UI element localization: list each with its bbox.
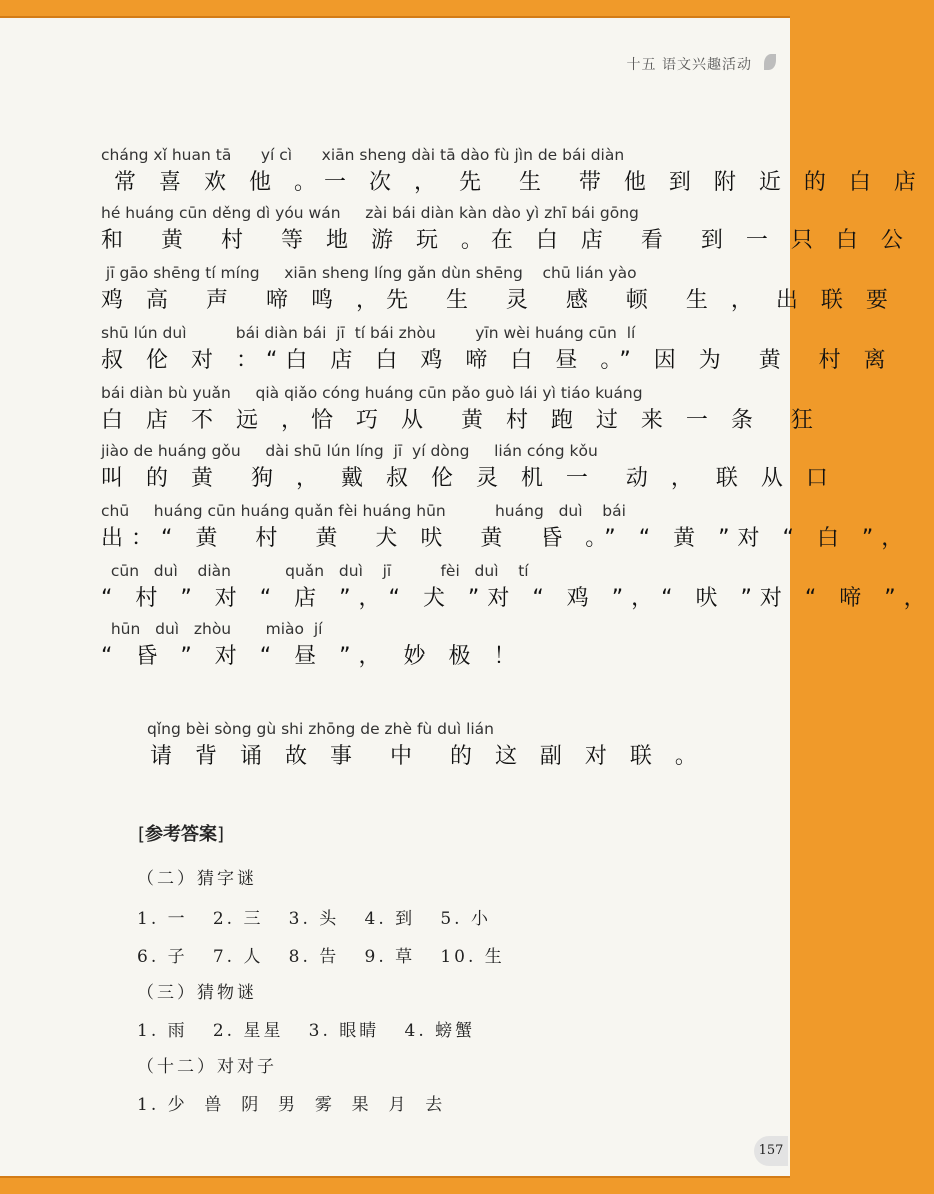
book-page — [0, 16, 934, 1178]
story-line — [0, 562, 934, 622]
exercise-pinyin: qǐng bèi sòng gù shi zhōng de zhè fù duì lián — [147, 720, 495, 738]
story-line — [0, 146, 924, 206]
answer-section-heading: （二）猜字谜 — [137, 869, 257, 889]
exercise-hanzi: 请 背 诵 故 事 中 的 这 副 对 联 。 — [150, 744, 705, 769]
story-line — [0, 324, 894, 384]
hanzi-row: 叫 的 黄 狗 ， 戴 叔 伦 灵 机 一 动 ， 联 从 口 — [101, 466, 836, 491]
pinyin-row: jī gāo shēng tí míng xiān sheng líng gǎn dùn shēng chū lián yào — [101, 264, 637, 282]
hanzi-row: “ 昏 ” 对 “ 昼 ”， 妙 极 ！ — [101, 644, 524, 669]
hanzi-row: 出：“ 黄 村 黄 犬 吠 黄 昏 。” “ 黄 ”对 “ 白 ”， — [101, 526, 912, 551]
hanzi-row: “ 村 ” 对 “ 店 ”，“ 犬 ”对 “ 鸡 ”，“ 吠 ”对 “ 啼 ”， — [101, 586, 934, 611]
answer-line: 1. 少 兽 阴 男 雾 果 月 去 — [137, 1095, 446, 1115]
story-line — [0, 442, 836, 502]
answer-section-heading: （三）猜物谜 — [137, 983, 257, 1003]
pinyin-row: cūn duì diàn quǎn duì jī fèi duì tí — [101, 562, 529, 580]
story-line — [0, 384, 821, 444]
story-line — [0, 502, 912, 562]
pinyin-row: hé huáng cūn děng dì yóu wán zài bái diàn kàn dào yì zhī bái gōng — [101, 204, 639, 222]
pinyin-row: cháng xǐ huan tā yí cì xiān sheng dài tā dào fù jìn de bái diàn — [101, 146, 625, 164]
chapter-header: 十五 语文兴趣活动 — [626, 57, 752, 73]
hanzi-row: 鸡 高 声 啼 鸣 ，先 生 灵 感 顿 生 ， 出 联 要 — [101, 288, 896, 313]
pinyin-row: jiào de huáng gǒu dài shū lún líng jī yí dòng lián cóng kǒu — [101, 442, 598, 460]
answer-line: 6. 子 7. 人 8. 告 9. 草 10. 生 — [137, 947, 505, 967]
story-line — [0, 620, 790, 680]
leaf-icon — [764, 54, 776, 70]
answer-section-heading: （十二）对对子 — [137, 1057, 277, 1077]
story-line — [0, 264, 896, 324]
hanzi-row: 常 喜 欢 他 。一 次 ， 先 生 带 他 到 附 近 的 白 店 — [114, 170, 924, 195]
story-line — [0, 204, 911, 264]
answers-title: [参考答案] — [138, 824, 225, 845]
pinyin-row: shū lún duì bái diàn bái jī tí bái zhòu yīn wèi huáng cūn lí — [101, 324, 636, 342]
answer-line: 1. 一 2. 三 3. 头 4. 到 5. 小 — [137, 909, 491, 929]
pinyin-row: chū huáng cūn huáng quǎn fèi huáng hūn huáng duì bái — [101, 502, 626, 520]
hanzi-row: 和 黄 村 等 地 游 玩 。在 白 店 看 到 一 只 白 公 — [101, 228, 911, 253]
pinyin-row: hūn duì zhòu miào jí — [101, 620, 323, 638]
exercise-line — [0, 720, 790, 780]
answer-line: 1. 雨 2. 星星 3. 眼睛 4. 螃蟹 — [137, 1021, 476, 1041]
hanzi-row: 叔 伦 对 ：“白 店 白 鸡 啼 白 昼 。” 因 为 黄 村 离 — [101, 348, 894, 373]
hanzi-row: 白 店 不 远 ，恰 巧 从 黄 村 跑 过 来 一 条 狂 — [101, 408, 821, 433]
page-number: 157 — [754, 1136, 788, 1166]
pinyin-row: bái diàn bù yuǎn qià qiǎo cóng huáng cūn pǎo guò lái yì tiáo kuáng — [101, 384, 643, 402]
